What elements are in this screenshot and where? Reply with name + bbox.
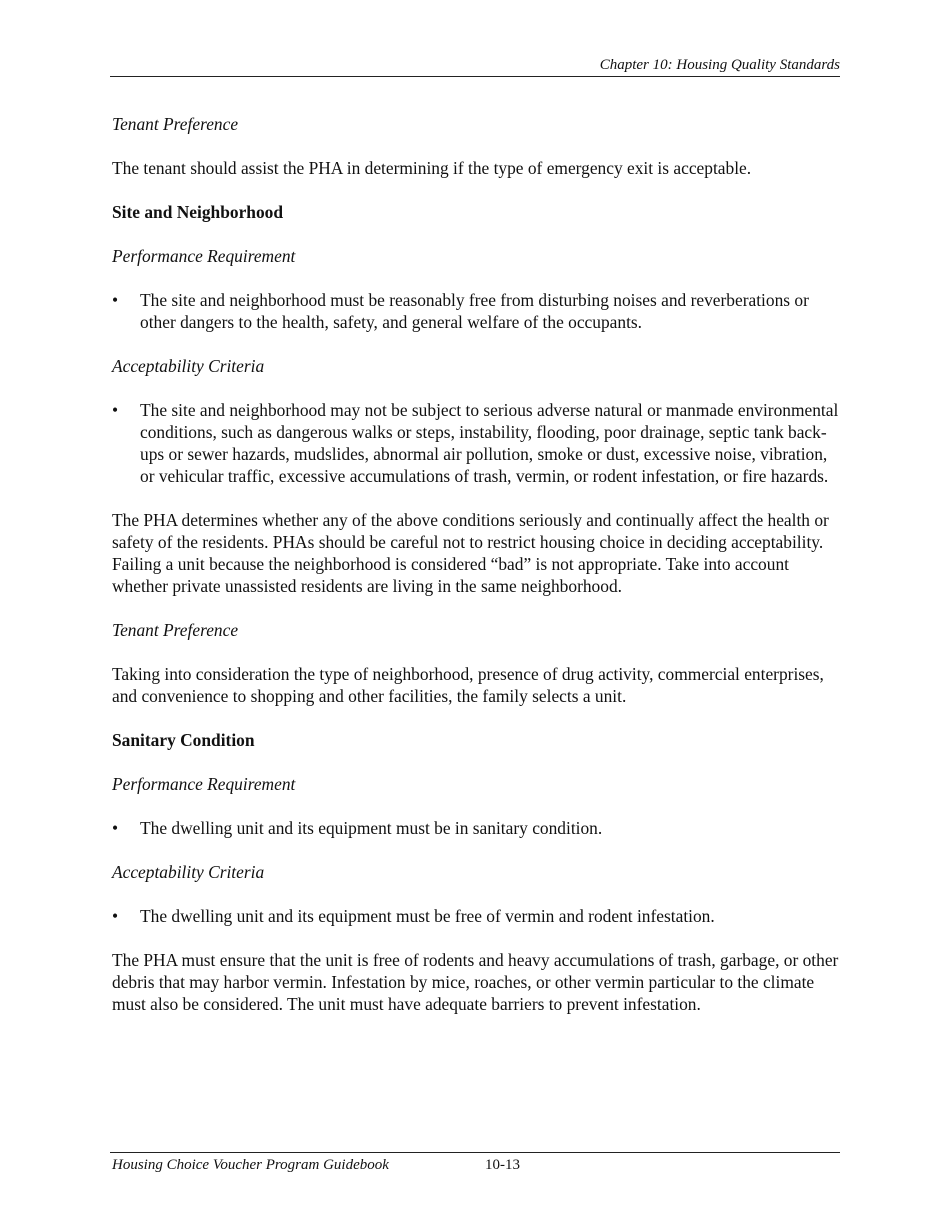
bullet-icon: • [112, 290, 119, 310]
sanitary-performance-title: Performance Requirement [112, 774, 296, 794]
tenant-preference-text: The tenant should assist the PHA in determining if the type of emergency exit is acceptable. [112, 158, 752, 178]
sanitary-performance-list [112, 817, 840, 839]
site-determination-paragraph: The PHA determines whether any of the above conditions seriously and continually affect the health or safety of the residents. PHAs should be careful not to restrict housing choice in deciding acceptability. Failing a unit because the neighborhood is considered “bad” is not appropriate. Take into account whether private unassisted residents are living in the same neighborhood. [112, 510, 829, 596]
site-tenant-preference-text: Taking into consideration the type of neighborhood, presence of drug activity, commercial enterprises, and convenience to shopping and other facilities, the family selects a unit. [112, 664, 824, 706]
site-acceptability-bullet: The site and neighborhood may not be subject to serious adverse natural or manmade environmental conditions, such as dangerous walks or steps, instability, flooding, poor drainage, septic tank back-ups or sewer hazards, mudslides, abnormal air pollution, smoke or dust, excessive noise, vibration, or vehicular traffic, excessive accumulations of trash, vermin, or rodent infestation, or fire hazards. [140, 400, 839, 486]
list-item [112, 399, 840, 487]
sanitary-condition-heading: Sanitary Condition [112, 730, 255, 750]
sanitary-performance-bullet: The dwelling unit and its equipment must be in sanitary condition. [140, 818, 603, 838]
site-performance-bullet: The site and neighborhood must be reasonably free from disturbing noises and reverberations or other dangers to the health, safety, and general welfare of the occupants. [140, 290, 809, 332]
bullet-icon: • [112, 818, 119, 838]
guidebook-title: Housing Choice Voucher Program Guidebook [112, 1157, 389, 1173]
site-tenant-preference-title: Tenant Preference [112, 620, 239, 640]
sanitary-acceptability-list [112, 905, 840, 927]
page-content [112, 113, 840, 1037]
site-performance-list [112, 289, 840, 333]
sanitary-paragraph: The PHA must ensure that the unit is free of rodents and heavy accumulations of trash, garbage, or other debris that may harbor vermin. Infestation by mice, roaches, or other vermin particular to the climate must also be considered. The unit must have adequate barriers to prevent infestation. [112, 950, 839, 1014]
page-footer [110, 1152, 840, 1173]
list-item [112, 289, 840, 333]
sanitary-acceptability-title: Acceptability Criteria [112, 862, 265, 882]
bullet-icon: • [112, 400, 119, 420]
bullet-icon: • [112, 906, 119, 926]
site-performance-title: Performance Requirement [112, 246, 296, 266]
tenant-preference-title: Tenant Preference [112, 114, 239, 134]
sanitary-acceptability-bullet: The dwelling unit and its equipment must be free of vermin and rodent infestation. [140, 906, 715, 926]
page-number: 10-13 [485, 1157, 520, 1173]
list-item [112, 817, 840, 839]
site-acceptability-title: Acceptability Criteria [112, 356, 265, 376]
site-acceptability-list [112, 399, 840, 487]
page-header [110, 56, 840, 77]
site-neighborhood-heading: Site and Neighborhood [112, 202, 284, 222]
chapter-title: Chapter 10: Housing Quality Standards [599, 57, 840, 73]
list-item [112, 905, 840, 927]
